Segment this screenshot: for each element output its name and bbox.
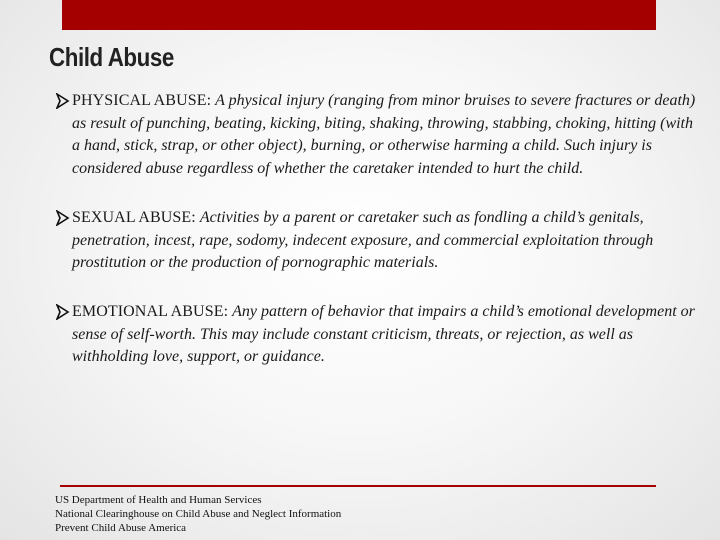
arrow-bullet-icon <box>56 210 70 226</box>
bullet-physical-abuse <box>56 90 696 181</box>
top-accent-bar <box>62 0 656 30</box>
bullet-text <box>72 207 696 275</box>
footer-divider <box>60 485 656 487</box>
slide-title: Child Abuse <box>49 42 174 72</box>
bullet-text <box>72 301 696 369</box>
bullet-term: PHYSICAL ABUSE: <box>72 92 212 109</box>
source-line: Prevent Child Abuse America <box>55 522 187 534</box>
source-line: US Department of Health and Human Services <box>55 494 262 506</box>
bullet-description: A physical injury (ranging from minor bruises to severe fractures or death) as result of punching, beating, kicking, biting, shaking, throwing, stabbing, choking, hitting (with a hand, stick, strap, or other object), burning, or otherwise harming a child. Such injury is considered abuse regardless of whether the caretaker intended to hurt the child. <box>72 92 696 178</box>
bullet-term: SEXUAL ABUSE: <box>72 208 196 226</box>
arrow-bullet-icon <box>56 93 70 109</box>
bullet-text <box>72 90 696 181</box>
bullet-sexual-abuse <box>56 207 696 275</box>
arrow-bullet-icon <box>56 304 70 320</box>
bullet-description: Activities by a parent or caretaker such as fondling a child’s genitals, penetration, incest, rape, sodomy, indecent exposure, and commercial exploitation through prostitution or the production of pornographic materials. <box>72 208 654 272</box>
bullet-description: Any pattern of behavior that impairs a child’s emotional development or sense of self-worth. This may include constant criticism, threats, or rejection, as well as withholding love, support, or guidance. <box>72 302 695 366</box>
sources-block <box>55 493 341 535</box>
bullet-emotional-abuse <box>56 301 696 369</box>
bullet-list <box>56 90 696 392</box>
bullet-term: EMOTIONAL ABUSE: <box>72 302 229 320</box>
source-line: National Clearinghouse on Child Abuse and Neglect Information <box>55 508 342 520</box>
